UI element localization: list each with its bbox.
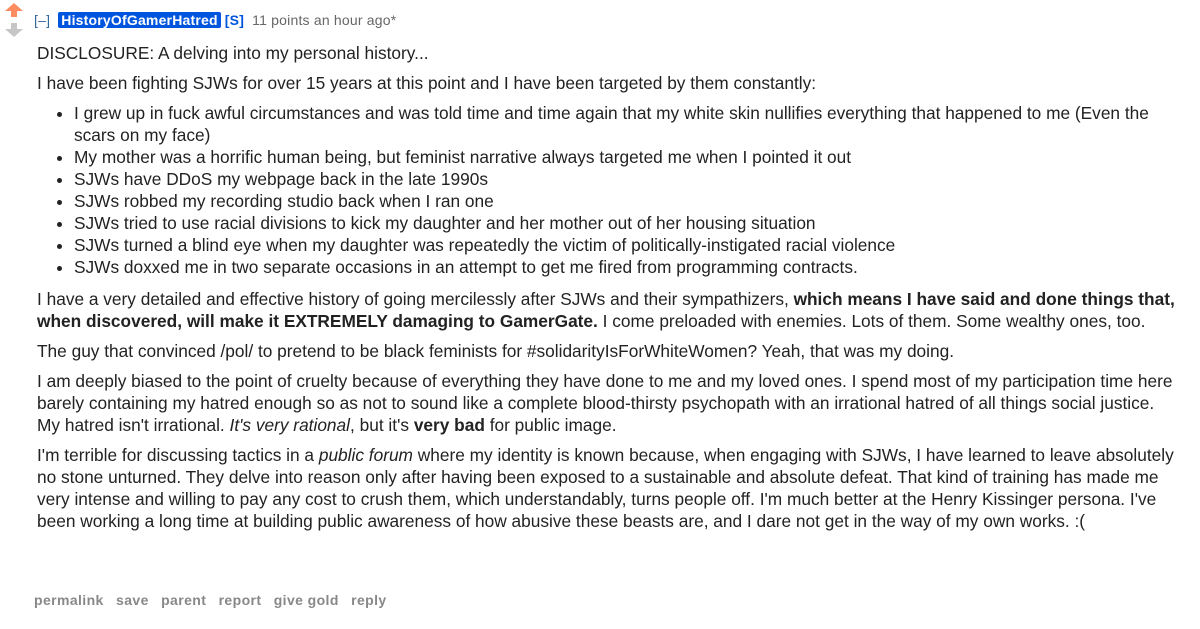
italic-segment: It's very rational	[229, 415, 350, 435]
downvote-arrow-icon[interactable]	[4, 22, 24, 38]
bold-segment: which means I have said and done things that, when discovered, will make it EXTREMELY damaging to GamerGate.	[37, 289, 1175, 331]
comment-body	[37, 42, 1177, 540]
text-segment: I come preloaded with enemies. Lots of them. Some wealthy ones, too.	[597, 311, 1146, 331]
list-item: • SJWs turned a blind eye when my daughter was repeatedly the victim of politically-instigated racial violence	[74, 234, 1177, 256]
text-segment: where my identity is known because, when engaging with SJWs, I have learned to leave absolutely no stone unturned. They delve into reason only after having been exposed to a sustainable and absolute defeat. That kind of training has made me very intense and willing to pay any cost to crush them, which understandably, turns people off. I'm much better at the Henry Kissinger persona. I've been working a long time at building public awareness of how abusive these beasts are, and I dare not get in the way of my own works. :(	[37, 445, 1174, 531]
list-item: • SJWs tried to use racial divisions to kick my daughter and her mother out of her housing situation	[74, 212, 1177, 234]
text-segment: I'm terrible for discussing tactics in a	[37, 445, 319, 465]
paragraph-disclosure: DISCLOSURE: A delving into my personal history...	[37, 43, 429, 63]
list-item: • SJWs doxxed me in two separate occasions in an attempt to get me fired from programming contracts.	[74, 256, 1177, 278]
history-list	[37, 102, 1177, 278]
submitter-marker: [S]	[224, 12, 245, 28]
reply-button[interactable]: reply	[351, 592, 387, 608]
collapse-toggle[interactable]: [–]	[34, 12, 51, 28]
vote-controls	[4, 2, 24, 42]
score-time: 11 points an hour ago*	[252, 12, 397, 28]
save-button[interactable]: save	[116, 592, 149, 608]
comment-buttons	[34, 592, 395, 608]
paragraph-history	[37, 288, 1177, 332]
text-segment: , but it's	[350, 415, 414, 435]
list-item: • SJWs robbed my recording studio back when I ran one	[74, 190, 1177, 212]
italic-segment: public forum	[318, 445, 413, 465]
list-item: • My mother was a horrific human being, but feminist narrative always targeted me when I pointed it out	[74, 146, 1177, 168]
comment-tagline	[34, 12, 396, 28]
list-item: • SJWs have DDoS my webpage back in the late 1990s	[74, 168, 1177, 190]
text-segment: for public image.	[484, 415, 617, 435]
paragraph-bias	[37, 370, 1177, 436]
text-segment: I am deeply biased to the point of cruelty because of everything they have done to me and my loved ones. I spend most of my participation time here barely containing my hatred enough so as not to sound like a complete blood-thirsty psychopath with an irrational hatred of all things social justice. My hatred isn't irrational.	[37, 371, 1173, 435]
paragraph-tactics	[37, 444, 1177, 532]
submitter-link[interactable]: S	[229, 12, 240, 28]
bold-segment: very bad	[413, 415, 485, 435]
list-item: • I grew up in fuck awful circumstances and was told time and time again that my white skin nullifies everything that happened to me (Even the scars on my face)	[74, 102, 1177, 146]
upvote-arrow-icon[interactable]	[4, 2, 24, 18]
give-gold-button[interactable]: give gold	[273, 592, 339, 608]
report-button[interactable]: report	[218, 592, 262, 608]
parent-button[interactable]: parent	[161, 592, 207, 608]
text-segment: I have a very detailed and effective history of going mercilessly after SJWs and their sympathizers,	[37, 289, 794, 309]
author-link[interactable]: HistoryOfGamerHatred	[58, 12, 221, 28]
paragraph-pol: The guy that convinced /pol/ to pretend to be black feminists for #solidarityIsForWhiteWomen? Yeah, that was my doing.	[37, 341, 955, 361]
permalink-button[interactable]: permalink	[34, 592, 104, 608]
paragraph-intro: I have been fighting SJWs for over 15 years at this point and I have been targeted by them constantly:	[37, 73, 817, 93]
